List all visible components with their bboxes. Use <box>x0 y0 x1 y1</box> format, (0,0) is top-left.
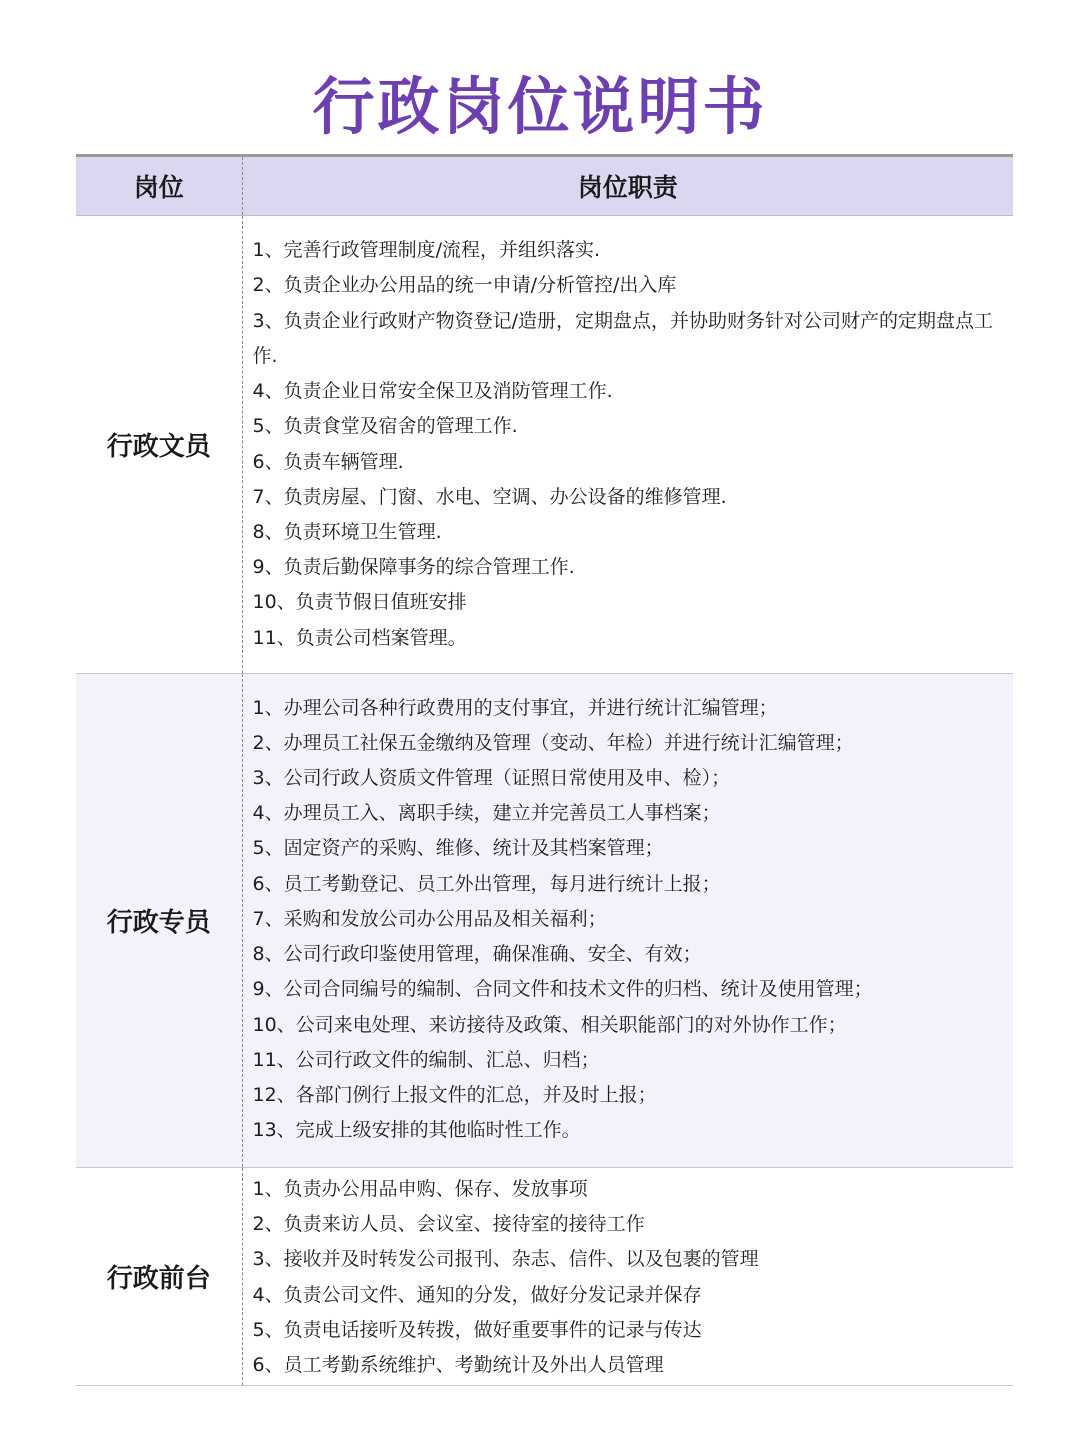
duty-item: 4、办理员工入、离职手续，建立并完善员工人事档案； <box>252 802 721 825</box>
duty-item: 11、公司行政文件的编制、汇总、归档； <box>252 1048 600 1071</box>
duty-item: 8、公司行政印鉴使用管理，确保准确、安全、有效； <box>252 943 702 966</box>
duty-item: 2、负责企业办公用品的统一申请/分析管控/出入库 <box>252 274 677 297</box>
duty-item: 10、公司来电处理、来访接待及政策、相关职能部门的对外协作工作； <box>252 1013 847 1036</box>
duty-item: 8、负责环境卫生管理. <box>252 520 442 543</box>
duty-item: 3、负责企业行政财产物资登记/造册，定期盘点，并协助财务针对公司财产的定期盘点工作. <box>252 309 993 367</box>
duty-item: 6、员工考勤登记、员工外出管理，每月进行统计上报； <box>252 872 721 895</box>
table-row-front-desk <box>76 1168 1013 1386</box>
table-row-admin-specialist <box>76 674 1013 1168</box>
header-duties: 岗位职责 <box>242 156 1013 216</box>
duty-item: 5、固定资产的采购、维修、统计及其档案管理； <box>252 837 664 860</box>
duty-item: 3、接收并及时转发公司报刊、杂志、信件、以及包裹的管理 <box>252 1248 759 1271</box>
duty-item: 6、负责车辆管理. <box>252 450 404 473</box>
duty-item: 12、各部门例行上报文件的汇总，并及时上报； <box>252 1083 657 1106</box>
duty-item: 1、办理公司各种行政费用的支付事宜，并进行统计汇编管理； <box>252 696 778 719</box>
duty-item: 10、负责节假日值班安排 <box>252 591 467 614</box>
role-name: 行政文员 <box>76 216 242 674</box>
header-role: 岗位 <box>76 156 242 216</box>
duty-item: 4、负责公司文件、通知的分发，做好分发记录并保存 <box>252 1283 702 1306</box>
duty-item: 9、负责后勤保障事务的综合管理工作. <box>252 556 575 579</box>
duty-item: 4、负责企业日常安全保卫及消防管理工作. <box>252 380 613 403</box>
duty-item: 5、负责食堂及宿舍的管理工作. <box>252 415 518 438</box>
duty-item: 11、负责公司档案管理。 <box>252 626 467 649</box>
duty-item: 2、负责来访人员、会议室、接待室的接待工作 <box>252 1213 645 1236</box>
table-header-row <box>76 156 1013 216</box>
duty-item: 2、办理员工社保五金缴纳及管理（变动、年检）并进行统计汇编管理； <box>252 731 854 754</box>
duty-item: 5、负责电话接听及转拨，做好重要事件的记录与传达 <box>252 1318 702 1341</box>
duty-item: 3、公司行政人资质文件管理（证照日常使用及申、检）； <box>252 767 731 790</box>
page-title: 行政岗位说明书 <box>312 70 768 143</box>
duty-item: 1、完善行政管理制度/流程，并组织落实. <box>252 239 601 262</box>
role-name: 行政专员 <box>76 674 242 1168</box>
duty-item: 7、负责房屋、门窗、水电、空调、办公设备的维修管理. <box>252 485 727 508</box>
duty-item: 7、采购和发放公司办公用品及相关福利； <box>252 907 607 930</box>
duty-item: 13、完成上级安排的其他临时性工作。 <box>252 1119 581 1142</box>
table-row-admin-clerk <box>76 216 1013 674</box>
job-duties-table <box>76 154 1013 1386</box>
duty-list <box>242 1168 1013 1386</box>
duty-item: 6、员工考勤系统维护、考勤统计及外出人员管理 <box>252 1354 664 1377</box>
role-name: 行政前台 <box>76 1168 242 1386</box>
duty-item: 1、负责办公用品申购、保存、发放事项 <box>252 1178 588 1200</box>
duty-item: 9、公司合同编号的编制、合同文件和技术文件的归档、统计及使用管理； <box>252 978 873 1001</box>
duty-list <box>242 674 1013 1168</box>
duty-list <box>242 216 1013 674</box>
